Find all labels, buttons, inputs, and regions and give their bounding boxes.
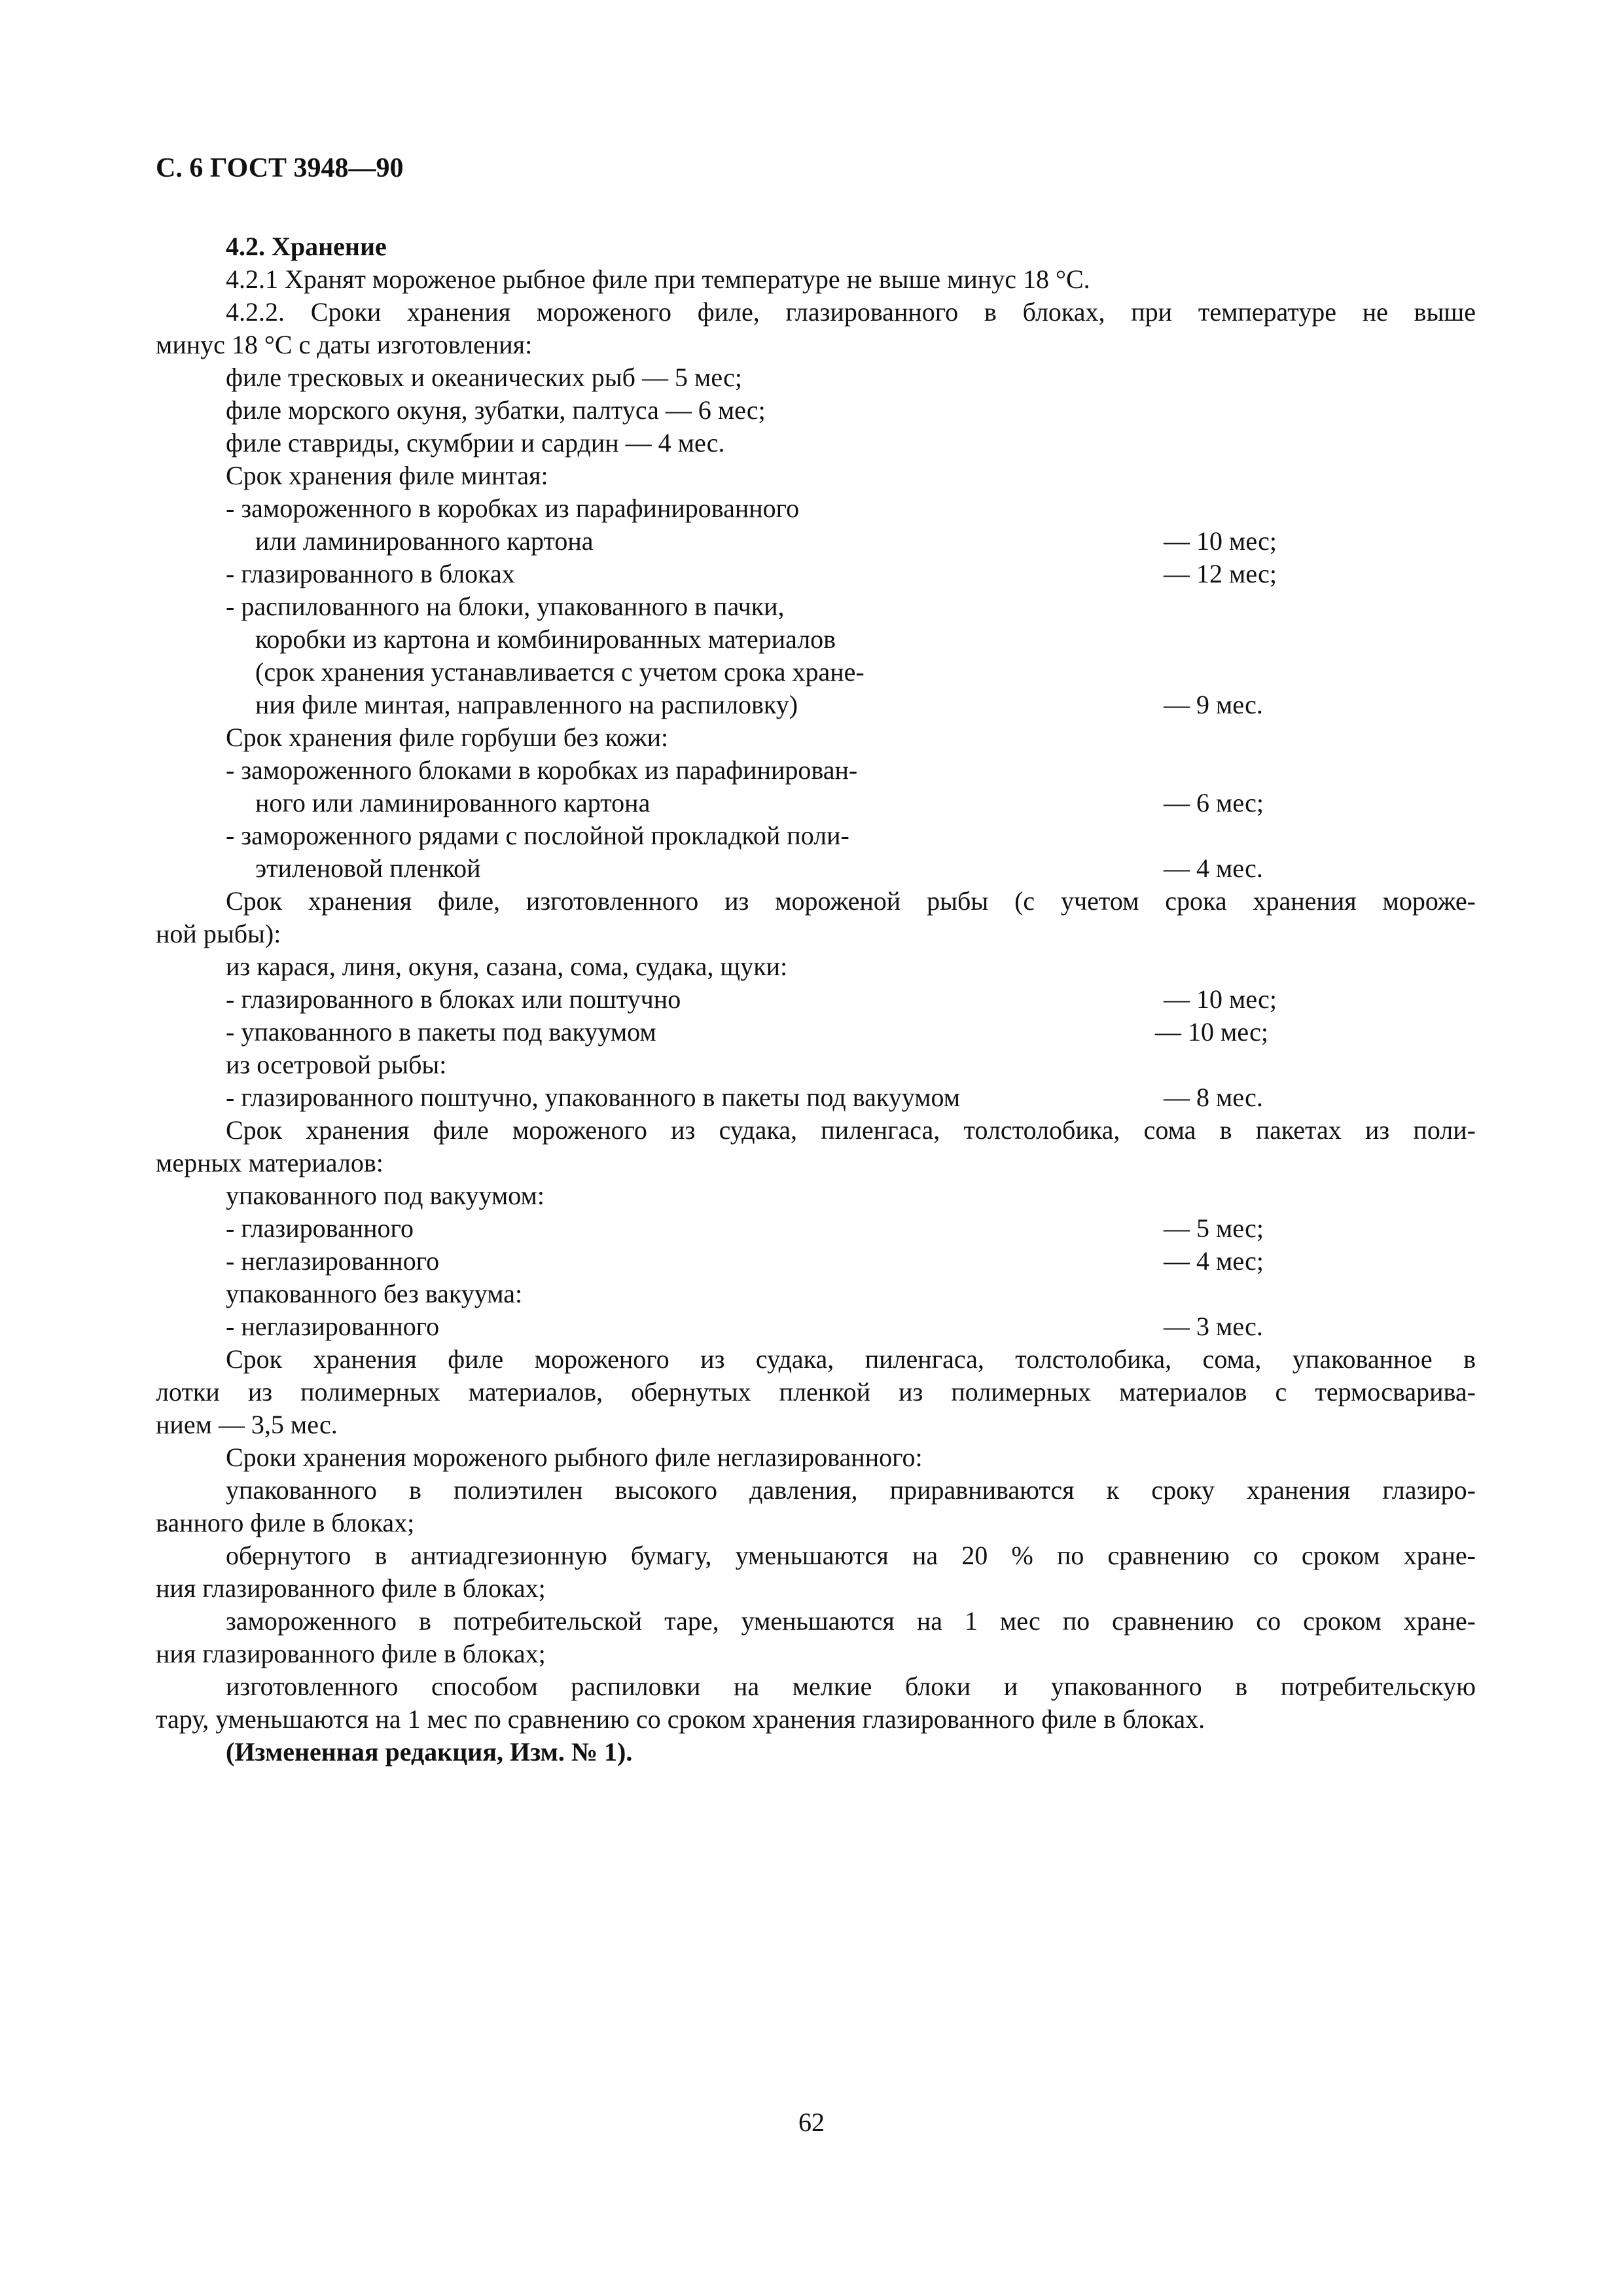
section-title: 4.2. Хранение [226, 232, 387, 261]
list-item: - замороженного блоками в коробках из парафинирован- [226, 755, 858, 785]
list-item-row [156, 689, 1476, 721]
paragraph-line: ния глазированного филе в блоках; [156, 1639, 546, 1668]
list-item: - глазированного в блоках или поштучно [226, 984, 681, 1014]
paragraph-line: замороженного в потребительской таре, уменьшаются на 1 мес по сравнению со сроком хране- [226, 1606, 1476, 1636]
document-body [156, 230, 1476, 1768]
list-item: - неглазированного [226, 1312, 440, 1341]
paragraph-line: Срок хранения филе мороженого из судака, пиленгаса, толстолобика, сома в пакетах из поли- [226, 1115, 1476, 1145]
term-value: — 4 мес. [1164, 853, 1263, 883]
list-item-row [156, 558, 1476, 590]
page-number: 62 [798, 2108, 825, 2137]
term-value: — 10 мес; [1164, 526, 1277, 556]
unglazed-title: Сроки хранения мороженого рыбного филе неглазированного: [226, 1443, 923, 1472]
page-header: С. 6 ГОСТ 3948—90 [156, 153, 404, 183]
paragraph-line: ния глазированного филе в блоках; [156, 1573, 546, 1603]
subheading: упакованного под вакуумом: [226, 1181, 544, 1210]
list-item-row [156, 1245, 1476, 1278]
list-item: филе морского окуня, зубатки, палтуса — 6 мес; [226, 395, 766, 425]
term-value: — 8 мес. [1164, 1083, 1263, 1112]
paragraph-4-2-2-line: минус 18 °С с даты изготовления: [156, 330, 533, 359]
list-item: ния филе минтая, направленного на распиловку) [255, 690, 798, 719]
list-item-row [156, 1081, 1476, 1114]
paragraph-4-2-2-line: 4.2.2. Сроки хранения мороженого филе, глазированного в блоках, при температуре не выше [226, 297, 1476, 327]
list-item: - замороженного рядами с послойной прокладкой поли- [226, 821, 849, 850]
list-item-row [156, 1212, 1476, 1245]
paragraph-line: лотки из полимерных материалов, обернутых пленкой из полимерных материалов с термосварива- [156, 1377, 1476, 1407]
term-value: — 4 мес; [1164, 1246, 1264, 1276]
list-item: - замороженного в коробках из парафинированного [226, 493, 800, 523]
list-item: - глазированного поштучно, упакованного в пакеты под вакуумом [226, 1083, 961, 1112]
paragraph-line: тару, уменьшаются на 1 мес по сравнению со сроком хранения глазированного филе в блоках. [156, 1704, 1205, 1734]
paragraph-line: изготовленного способом распиловки на мелкие блоки и упакованного в потребительскую [226, 1672, 1476, 1701]
term-value: — 12 мес; [1164, 559, 1277, 588]
paragraph-line: Срок хранения филе мороженого из судака, пиленгаса, толстолобика, сома, упакованное в [226, 1344, 1476, 1374]
paragraph-line: Срок хранения филе, изготовленного из мороженой рыбы (с учетом срока хранения мороже- [226, 886, 1476, 916]
term-value: — 6 мес; [1164, 788, 1264, 817]
list-item: - распилованного на блоки, упакованного в пачки, [226, 592, 785, 621]
paragraph-4-2-1: 4.2.1 Хранят мороженое рыбное филе при температуре не выше минус 18 °С. [226, 264, 1090, 294]
list-item: филе тресковых и океанических рыб — 5 мес; [226, 363, 742, 392]
list-item: ного или ламинированного картона [255, 788, 651, 817]
subheading: упакованного без вакуума: [226, 1279, 523, 1308]
paragraph-line: мерных материалов: [156, 1148, 383, 1177]
list-item: (срок хранения устанавливается с учетом срока хране- [255, 657, 865, 687]
list-item-row [156, 787, 1476, 819]
paragraph-line: ванного филе в блоках; [156, 1508, 415, 1537]
list-item-row [156, 852, 1476, 885]
list-item: - глазированного в блоках [226, 559, 515, 588]
subheading: из осетровой рыбы: [226, 1050, 447, 1079]
amendment-note: (Измененная редакция, Изм. № 1). [226, 1737, 633, 1767]
term-value: — 9 мес. [1164, 690, 1263, 719]
paragraph-line: ной рыбы): [156, 919, 281, 948]
list-item: или ламинированного картона [255, 526, 594, 556]
list-item-row [156, 1016, 1476, 1049]
term-value: — 10 мес; [1164, 984, 1277, 1014]
paragraph-line: обернутого в антиадгезионную бумагу, уменьшаются на 20 % по сравнению со сроком хране- [226, 1541, 1476, 1570]
list-item: филе ставриды, скумбрии и сардин — 4 мес. [226, 428, 725, 457]
paragraph-line: упакованного в полиэтилен высокого давления, приравниваются к сроку хранения глазиро- [226, 1475, 1476, 1505]
term-value: — 10 мес; [1155, 1017, 1268, 1047]
list-item: этиленовой пленкой [255, 853, 481, 883]
list-item: - глазированного [226, 1213, 414, 1243]
list-item: - неглазированного [226, 1246, 440, 1276]
term-value: — 3 мес. [1164, 1312, 1263, 1341]
list-item-row [156, 983, 1476, 1016]
term-value: — 5 мес; [1164, 1213, 1264, 1243]
subheading: из карася, линя, окуня, сазана, сома, судака, щуки: [226, 952, 788, 981]
list-item-row [156, 1310, 1476, 1343]
paragraph-line: нием — 3,5 мес. [156, 1410, 338, 1439]
list-item: коробки из картона и комбинированных материалов [255, 624, 836, 654]
pink-salmon-title: Срок хранения филе горбуши без кожи: [226, 723, 669, 752]
pollock-title: Срок хранения филе минтая: [226, 461, 548, 490]
list-item: - упакованного в пакеты под вакуумом [226, 1017, 656, 1047]
list-item-row [156, 525, 1476, 558]
